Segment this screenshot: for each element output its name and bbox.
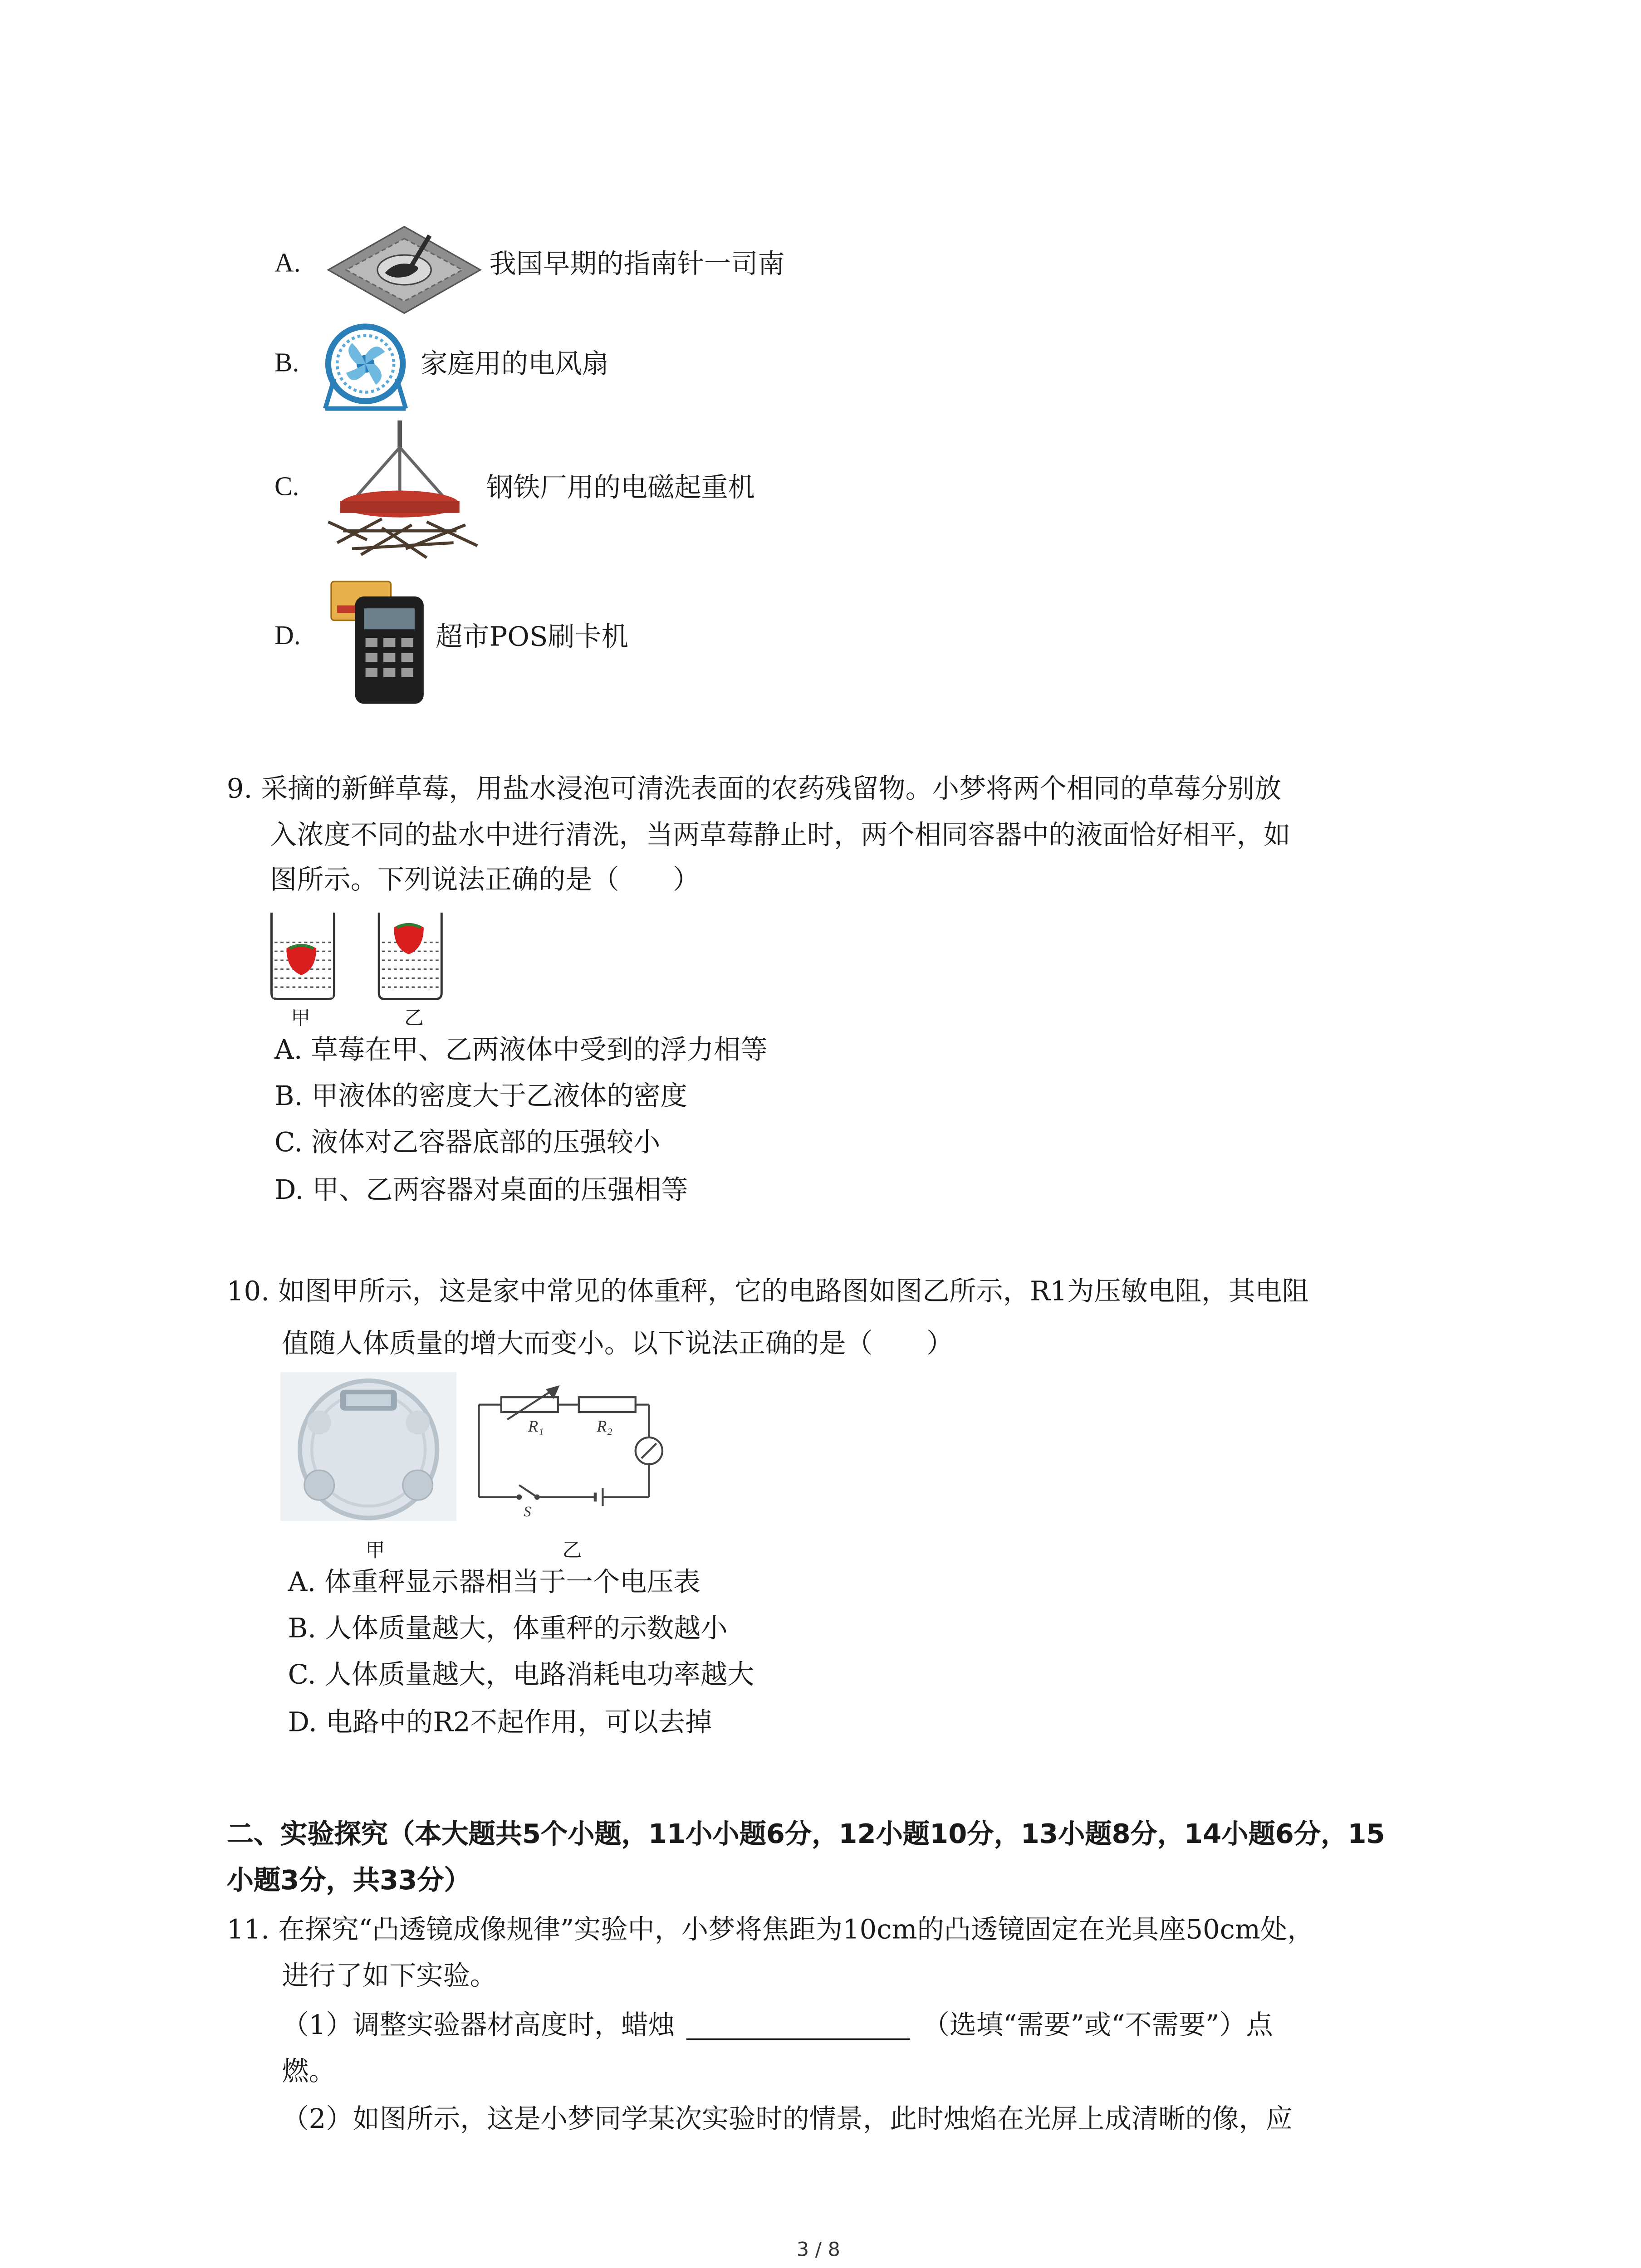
section2-heading-line2: 小题3分，共33分）	[226, 1865, 471, 1897]
page-number: 3 / 8	[796, 2239, 840, 2262]
q10-stem-line2: 值随人体质量的增大而变小。以下说法正确的是（ ）	[282, 1328, 954, 1360]
compass-sinan-icon	[325, 224, 484, 316]
q9-stem-line1: 9. 采摘的新鲜草莓，用盐水浸泡可清洗表面的农药残留物。小梦将两个相同的草莓分别放	[226, 774, 1282, 806]
q8-option-c-text: 钢铁厂用的电磁起重机	[486, 473, 755, 504]
q10-figure-label-jia: 甲	[365, 1540, 385, 1563]
q11-part1-after: （选填“需要”或“不需要”）点	[922, 2010, 1273, 2042]
electromagnetic-crane-icon	[322, 420, 483, 570]
electric-fan-icon	[319, 322, 412, 415]
strawberry-beakers-figure	[265, 907, 453, 1002]
circuit-label-switch: S	[524, 1504, 531, 1520]
q10-figure-label-yi: 乙	[562, 1540, 582, 1563]
q10-option-c: C. 人体质量越大，电路消耗电功率越大	[288, 1659, 754, 1691]
scale-circuit-diagram	[475, 1390, 668, 1524]
q11-part1	[282, 2009, 1273, 2044]
q9-option-b: B. 甲液体的密度大于乙液体的密度	[274, 1081, 687, 1113]
q11-part1-answer-blank[interactable]	[687, 2012, 911, 2040]
q9-option-c: C. 液体对乙容器底部的压强较小	[274, 1127, 661, 1159]
q9-figure-label-jia: 甲	[291, 1008, 310, 1031]
q10-option-d: D. 电路中的R2不起作用，可以去掉	[288, 1707, 712, 1739]
bathroom-scale-photo	[280, 1372, 456, 1521]
section2-heading-line1: 二、实验探究（本大题共5个小题，11小小题6分，12小题10分，13小题8分，14小题6分，15	[226, 1819, 1385, 1851]
q8-option-a-text: 我国早期的指南针一司南	[489, 249, 785, 281]
q11-part1-line2: 燃。	[282, 2056, 336, 2088]
q9-stem-line3: 图所示。下列说法正确的是（ ）	[270, 865, 700, 896]
circuit-label-r2: R₂	[597, 1417, 612, 1435]
q11-part1-before: （1）调整实验器材高度时，蜡烛	[282, 2010, 675, 2042]
q11-stem-line2: 进行了如下实验。	[282, 1960, 497, 1992]
q8-option-b-text: 家庭用的电风扇	[421, 349, 609, 381]
q9-stem-line2: 入浓度不同的盐水中进行清洗，当两草莓静止时，两个相同容器中的液面恰好相平，如	[270, 820, 1291, 852]
q8-option-c-label: C.	[274, 471, 299, 501]
q8-option-a-label: A.	[274, 247, 301, 278]
q8-option-d-text: 超市POS刷卡机	[436, 621, 629, 653]
q10-stem-line1: 10. 如图甲所示，这是家中常见的体重秤，它的电路图如图乙所示，R1为压敏电阻，其电阻	[226, 1276, 1309, 1308]
q9-figure-label-yi: 乙	[404, 1008, 424, 1031]
q11-part2: （2）如图所示，这是小梦同学某次实验时的情景，此时烛焰在光屏上成清晰的像，应	[282, 2104, 1293, 2136]
q8-option-b-label: B.	[274, 347, 299, 377]
q11-stem-line1: 11. 在探究“凸透镜成像规律”实验中，小梦将焦距为10cm的凸透镜固定在光具座50cm处，	[226, 1914, 1314, 1946]
q8-option-d-label: D.	[274, 620, 301, 650]
q9-option-a: A. 草莓在甲、乙两液体中受到的浮力相等	[274, 1035, 768, 1066]
pos-card-machine-icon	[328, 578, 426, 707]
q10-option-a: A. 体重秤显示器相当于一个电压表	[288, 1567, 700, 1598]
circuit-label-r1: R₁	[528, 1417, 544, 1435]
q10-option-b: B. 人体质量越大，体重秤的示数越小	[288, 1613, 728, 1645]
q9-option-d: D. 甲、乙两容器对桌面的压强相等	[274, 1175, 688, 1207]
